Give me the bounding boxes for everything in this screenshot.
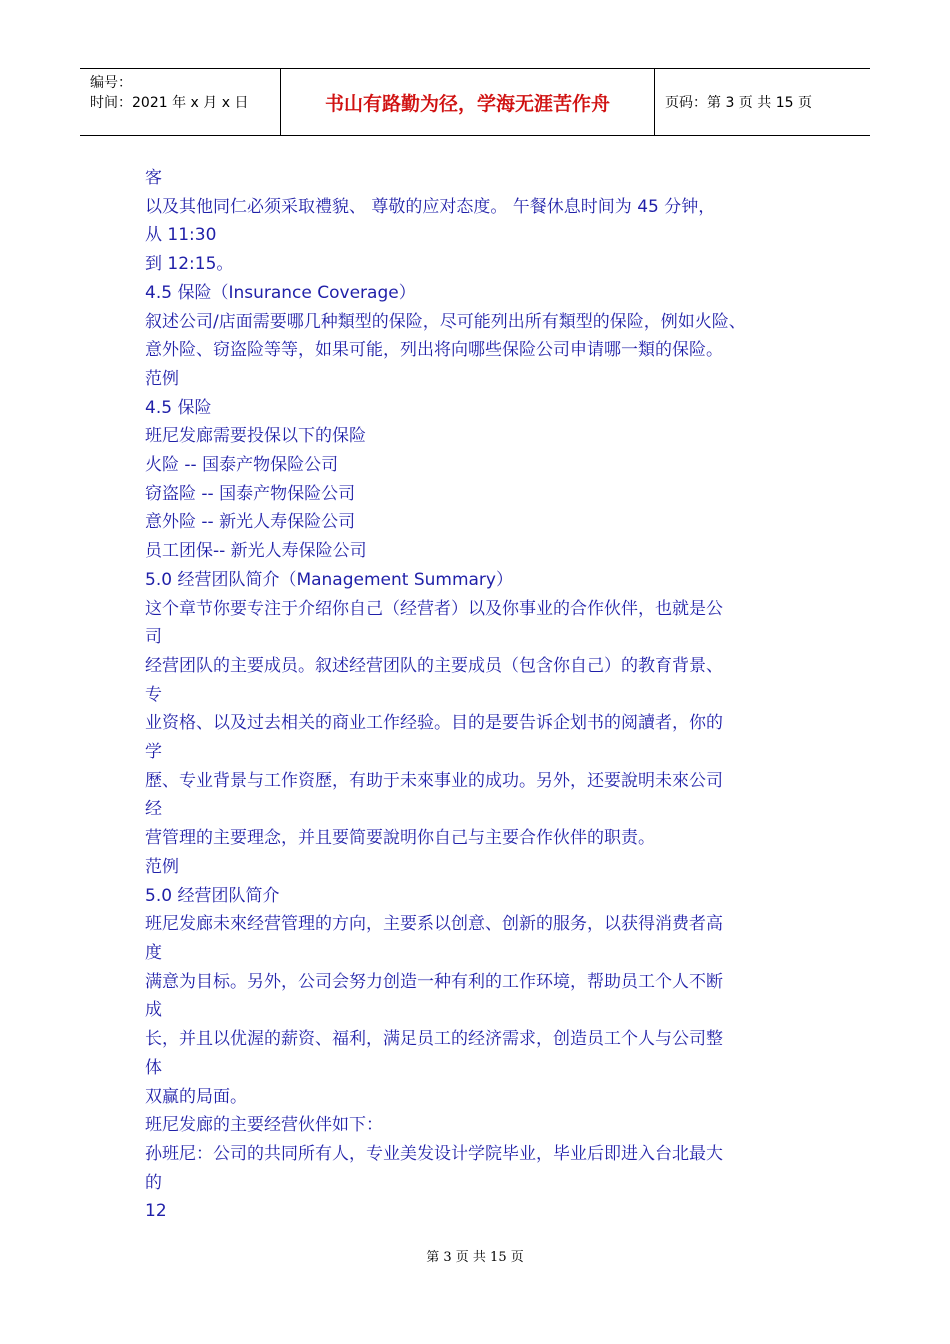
- document-body: [145, 164, 805, 1226]
- body-line: 范例: [145, 368, 179, 389]
- body-line: 4.5 保险（Insurance Coverage）: [145, 282, 416, 303]
- body-line: 成: [145, 1000, 162, 1021]
- header-page-info: 页码：第 3 页 共 15 页: [665, 95, 812, 111]
- page-footer: 第 3 页 共 15 页: [426, 1250, 524, 1265]
- body-line: 以及其他同仁必须采取禮貌、 尊敬的应对态度。 午餐休息时间为 45 分钟，: [145, 196, 716, 217]
- body-line: 12: [145, 1201, 167, 1222]
- body-line: 火险 -- 国泰产物保险公司: [145, 455, 339, 476]
- body-line: 窃盗险 -- 国泰产物保险公司: [145, 483, 356, 504]
- body-line: 5.0 经营团队简介（Management Summary）: [145, 569, 513, 590]
- number-label: 编号：: [90, 75, 132, 91]
- body-line: 度: [145, 942, 162, 963]
- body-line: 歷、专业背景与工作资歷，有助于未來事业的成功。另外，还要說明未來公司: [145, 770, 723, 791]
- body-line: 的: [145, 1172, 162, 1193]
- body-line: 叙述公司/店面需要哪几种類型的保险，尽可能列出所有類型的保险，例如火险、: [145, 311, 746, 332]
- body-line: 学: [145, 742, 162, 763]
- header-meta: [80, 69, 281, 135]
- body-line: 满意为目标。另外，公司会努力创造一种有利的工作环境，帮助员工个人不断: [145, 971, 723, 992]
- body-line: 双赢的局面。: [145, 1086, 247, 1107]
- body-line: 司: [145, 627, 162, 648]
- body-line: 从 11:30: [145, 225, 217, 246]
- body-line: 长，并且以优渥的薪资、福利，满足员工的经济需求，创造员工个人与公司整: [145, 1029, 723, 1050]
- body-line: 营管理的主要理念，并且要简要說明你自己与主要合作伙伴的职责。: [145, 828, 655, 849]
- body-line: 经: [145, 799, 162, 820]
- body-line: 意外险 -- 新光人寿保险公司: [145, 512, 356, 533]
- body-line: 孙班尼：公司的共同所有人，专业美发设计学院毕业，毕业后即进入台北最大: [145, 1143, 723, 1164]
- body-line: 班尼发廊的主要经营伙伴如下：: [145, 1115, 383, 1136]
- body-line: 客: [145, 168, 162, 188]
- body-line: 4.5 保险: [145, 397, 212, 418]
- body-line: 专: [145, 684, 162, 705]
- body-line: 经营团队的主要成员。叙述经营团队的主要成员（包含你自己）的教育背景、: [145, 655, 723, 676]
- body-line: 业资格、以及过去相关的商业工作经验。目的是要告诉企划书的阅讀者，你的: [145, 713, 723, 734]
- body-line: 到 12:15。: [145, 254, 234, 275]
- date-label: 时间：2021 年 x 月 x 日: [90, 95, 249, 111]
- body-line: 这个章节你要专注于介绍你自己（经营者）以及你事业的合作伙伴，也就是公: [145, 598, 723, 619]
- page-header: [80, 68, 870, 136]
- body-line: 员工团保-- 新光人寿保险公司: [145, 541, 367, 562]
- body-line: 意外险、窃盗险等等，如果可能，列出将向哪些保险公司申请哪一類的保险。: [145, 340, 723, 361]
- body-line: 范例: [145, 856, 179, 877]
- body-line: 5.0 经营团队简介: [145, 885, 280, 906]
- body-line: 班尼发廊未來经营管理的方向，主要系以创意、创新的服务，以获得消费者高: [145, 914, 723, 935]
- header-motto: 书山有路勤为径，学海无涯苦作舟: [281, 69, 655, 135]
- body-line: 体: [145, 1057, 162, 1078]
- body-line: 班尼发廊需要投保以下的保险: [145, 426, 366, 447]
